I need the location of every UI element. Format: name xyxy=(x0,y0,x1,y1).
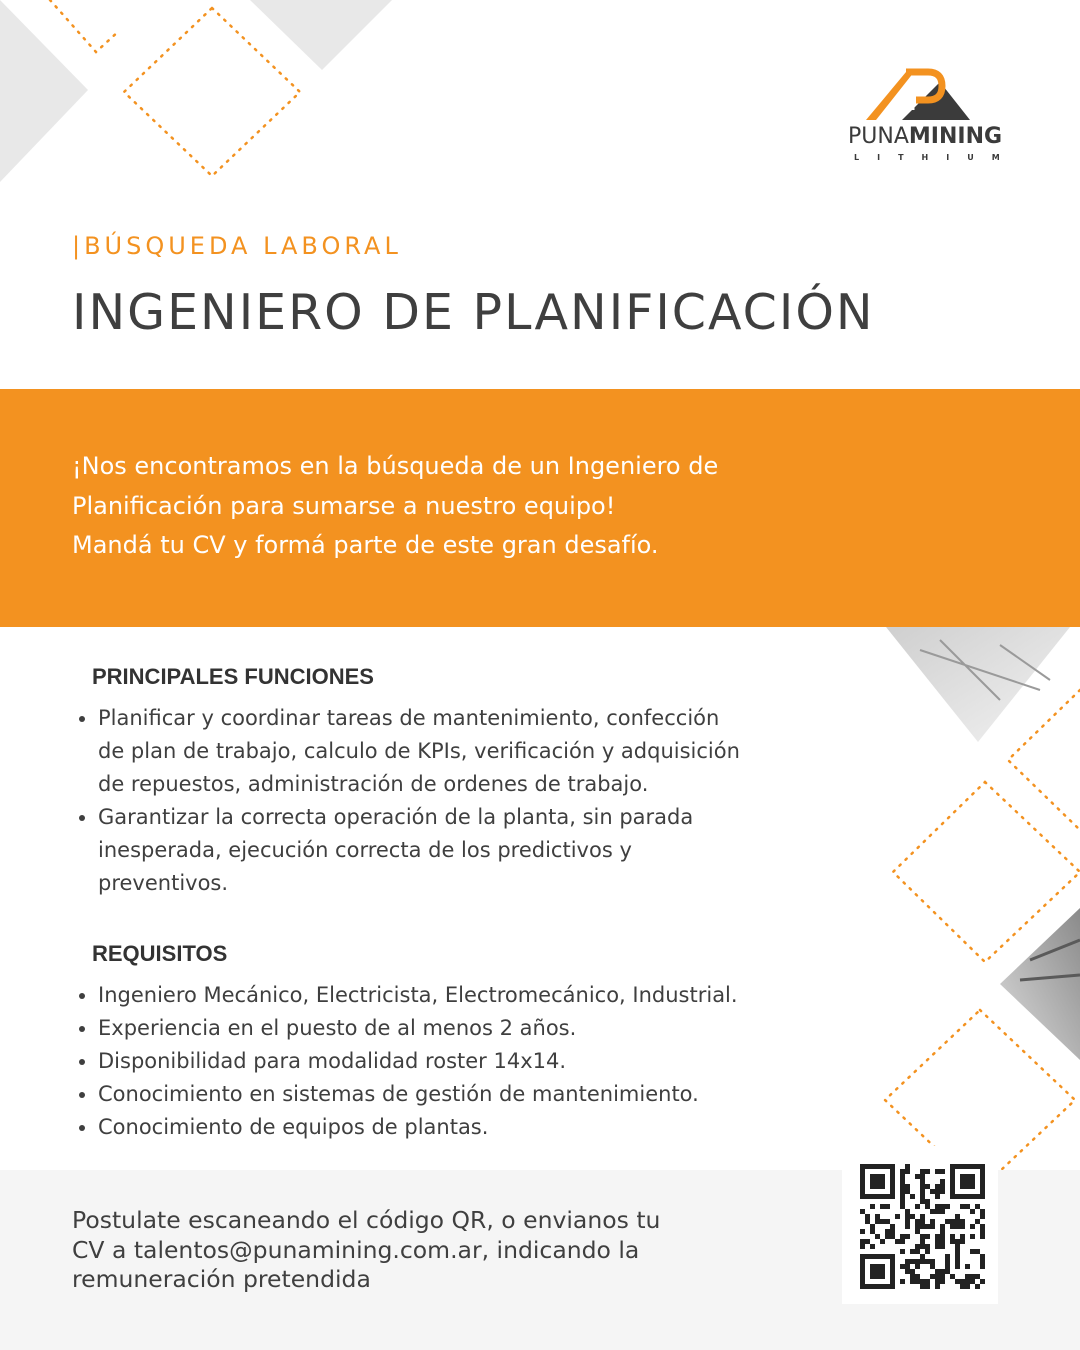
intro-text xyxy=(72,447,952,566)
list-item xyxy=(98,801,878,900)
qr-code[interactable] xyxy=(842,1146,998,1304)
page-title: INGENIERO DE PLANIFICACIÓN xyxy=(72,284,875,341)
list-item-line: • Planificar y coordinar tareas de mantenimiento, confección xyxy=(98,706,720,730)
footer-line: remuneración pretendida xyxy=(72,1265,371,1293)
list-item-line: • Garantizar la correcta operación de la planta, sin parada xyxy=(98,805,694,829)
list-item-line: inesperada, ejecución correcta de los predictivos y xyxy=(98,838,632,862)
logo-wordmark xyxy=(848,124,1002,149)
list-item-line: de repuestos, administración de ordenes de trabajo. xyxy=(98,772,649,796)
list-item-line: de plan de trabajo, calculo de KPIs, verificación y adquisición xyxy=(98,739,740,763)
footer-text xyxy=(72,1206,792,1295)
funciones-heading: PRINCIPALES FUNCIONES xyxy=(92,664,374,689)
requisitos-heading: REQUISITOS xyxy=(92,941,228,966)
list-item: • Conocimiento de equipos de plantas. xyxy=(98,1111,878,1144)
logo-word-bold: MINING xyxy=(908,124,1003,149)
mountain-p-logo-icon xyxy=(840,62,1010,124)
funciones-list xyxy=(72,702,878,900)
logo-subtitle: LITHIUM xyxy=(854,153,1018,162)
company-logo xyxy=(840,62,1018,172)
top-left-decoration xyxy=(0,0,420,200)
intro-line: ¡Nos encontramos en la búsqueda de un Ingeniero de xyxy=(72,452,719,480)
list-item: • Disponibilidad para modalidad roster 14x14. xyxy=(98,1045,878,1078)
list-item xyxy=(98,702,878,801)
list-item: • Ingeniero Mecánico, Electricista, Electromecánico, Industrial. xyxy=(98,979,878,1012)
list-item-line: preventivos. xyxy=(98,871,229,895)
logo-word-light: PUNA xyxy=(848,124,909,149)
requisitos-list xyxy=(72,979,878,1144)
footer-line: CV a talentos@punamining.com.ar, indicando la xyxy=(72,1235,640,1264)
intro-banner xyxy=(0,389,1080,627)
list-item: • Conocimiento en sistemas de gestión de mantenimiento. xyxy=(98,1078,878,1111)
qr-code-icon xyxy=(842,1146,998,1304)
intro-line: Planificación para sumarse a nuestro equipo! xyxy=(72,491,616,520)
tagline: |BÚSQUEDA LABORAL xyxy=(72,232,402,260)
list-item: • Experiencia en el puesto de al menos 2 años. xyxy=(98,1012,878,1045)
intro-line: Mandá tu CV y formá parte de este gran desafío. xyxy=(72,531,659,559)
footer-line: Postulate escaneando el código QR, o envianos tu xyxy=(72,1206,661,1234)
